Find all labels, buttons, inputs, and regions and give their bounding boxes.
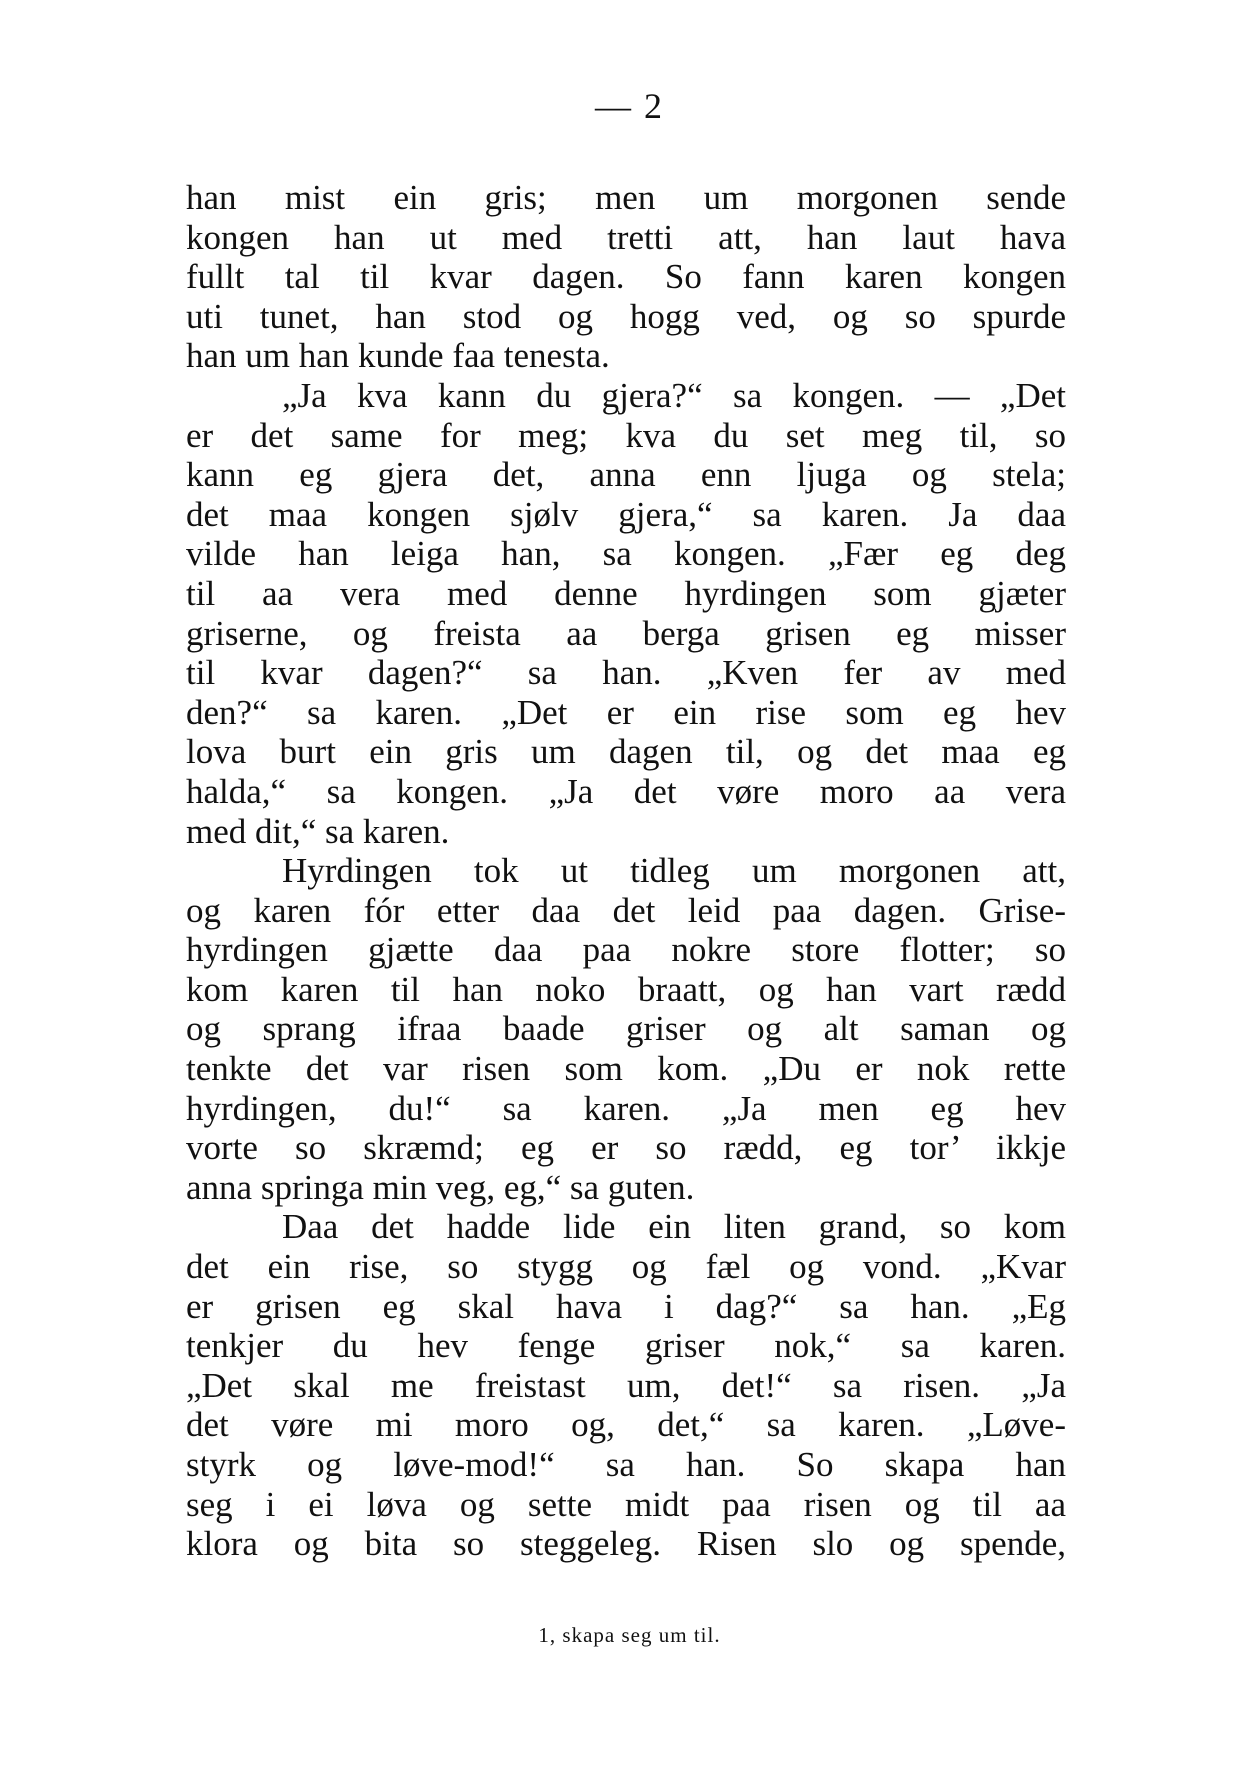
text-line: „Det skal me freistast um, det!“ sa risen. „Ja	[186, 1365, 1066, 1405]
text-line: er det same for meg; kva du set meg til, so	[186, 415, 1066, 455]
text-line: kom karen til han noko braatt, og han vart rædd	[186, 969, 1066, 1009]
text-line: hyrdingen, du!“ sa karen. „Ja men eg hev	[186, 1088, 1066, 1128]
text-line: anna springa min veg, eg,“ sa guten.	[186, 1167, 695, 1207]
text-line: til kvar dagen?“ sa han. „Kven fer av med	[186, 653, 1066, 693]
text-line: det maa kongen sjølv gjera,“ sa karen. Ja daa	[186, 494, 1066, 534]
text-line: kongen han ut med tretti att, han laut hava	[186, 217, 1066, 257]
text-line: seg i ei løva og sette midt paa risen og til aa	[186, 1484, 1066, 1524]
text-line: tenkjer du hev fenge griser nok,“ sa karen.	[186, 1326, 1066, 1366]
text-line: uti tunet, han stod og hogg ved, og so spurde	[186, 296, 1066, 336]
text-line: fullt tal til kvar dagen. So fann karen kongen	[186, 257, 1066, 297]
text-line: og sprang ifraa baade griser og alt saman og	[186, 1009, 1066, 1049]
body-text	[186, 178, 1066, 1564]
footnote: 1, skapa seg um til.	[538, 1623, 721, 1647]
text-line: griserne, og freista aa berga grisen eg misser	[186, 613, 1066, 653]
text-line: Hyrdingen tok ut tidleg um morgonen att,	[282, 851, 1066, 891]
text-line: Daa det hadde lide ein liten grand, so kom	[282, 1207, 1066, 1247]
text-line: vorte so skræmd; eg er so rædd, eg tor’ ikkje	[186, 1128, 1066, 1168]
page-number: — 2	[595, 86, 664, 126]
text-line: han um han kunde faa tenesta.	[186, 336, 610, 376]
text-line: det ein rise, so stygg og fæl og vond. „Kvar	[186, 1247, 1066, 1287]
text-line: det vøre mi moro og, det,“ sa karen. „Løve-	[186, 1405, 1066, 1445]
text-line: kann eg gjera det, anna enn ljuga og stela;	[186, 455, 1066, 495]
text-line: styrk og løve-mod!“ sa han. So skapa han	[186, 1445, 1066, 1484]
text-line: hyrdingen gjætte daa paa nokre store flotter; so	[186, 930, 1066, 970]
text-line: vilde han leiga han, sa kongen. „Fær eg deg	[186, 534, 1066, 574]
text-line: halda,“ sa kongen. „Ja det vøre moro aa vera	[186, 771, 1066, 811]
text-line: til aa vera med denne hyrdingen som gjæter	[186, 573, 1066, 613]
text-line: med dit,“ sa karen.	[186, 811, 450, 851]
text-line: tenkte det var risen som kom. „Du er nok rette	[186, 1049, 1066, 1089]
text-line: lova burt ein gris um dagen til, og det maa eg	[186, 732, 1066, 772]
text-line: og karen fór etter daa det leid paa dagen. Grise-	[186, 890, 1066, 930]
text-line: han mist ein gris; men um morgonen sende	[186, 178, 1066, 217]
text-line: den?“ sa karen. „Det er ein rise som eg hev	[186, 692, 1066, 732]
text-line: „Ja kva kann du gjera?“ sa kongen. — „Det	[282, 375, 1066, 415]
text-line: er grisen eg skal hava i dag?“ sa han. „Eg	[186, 1286, 1066, 1326]
text-line: klora og bita so steggeleg. Risen slo og spende,	[186, 1524, 1066, 1564]
